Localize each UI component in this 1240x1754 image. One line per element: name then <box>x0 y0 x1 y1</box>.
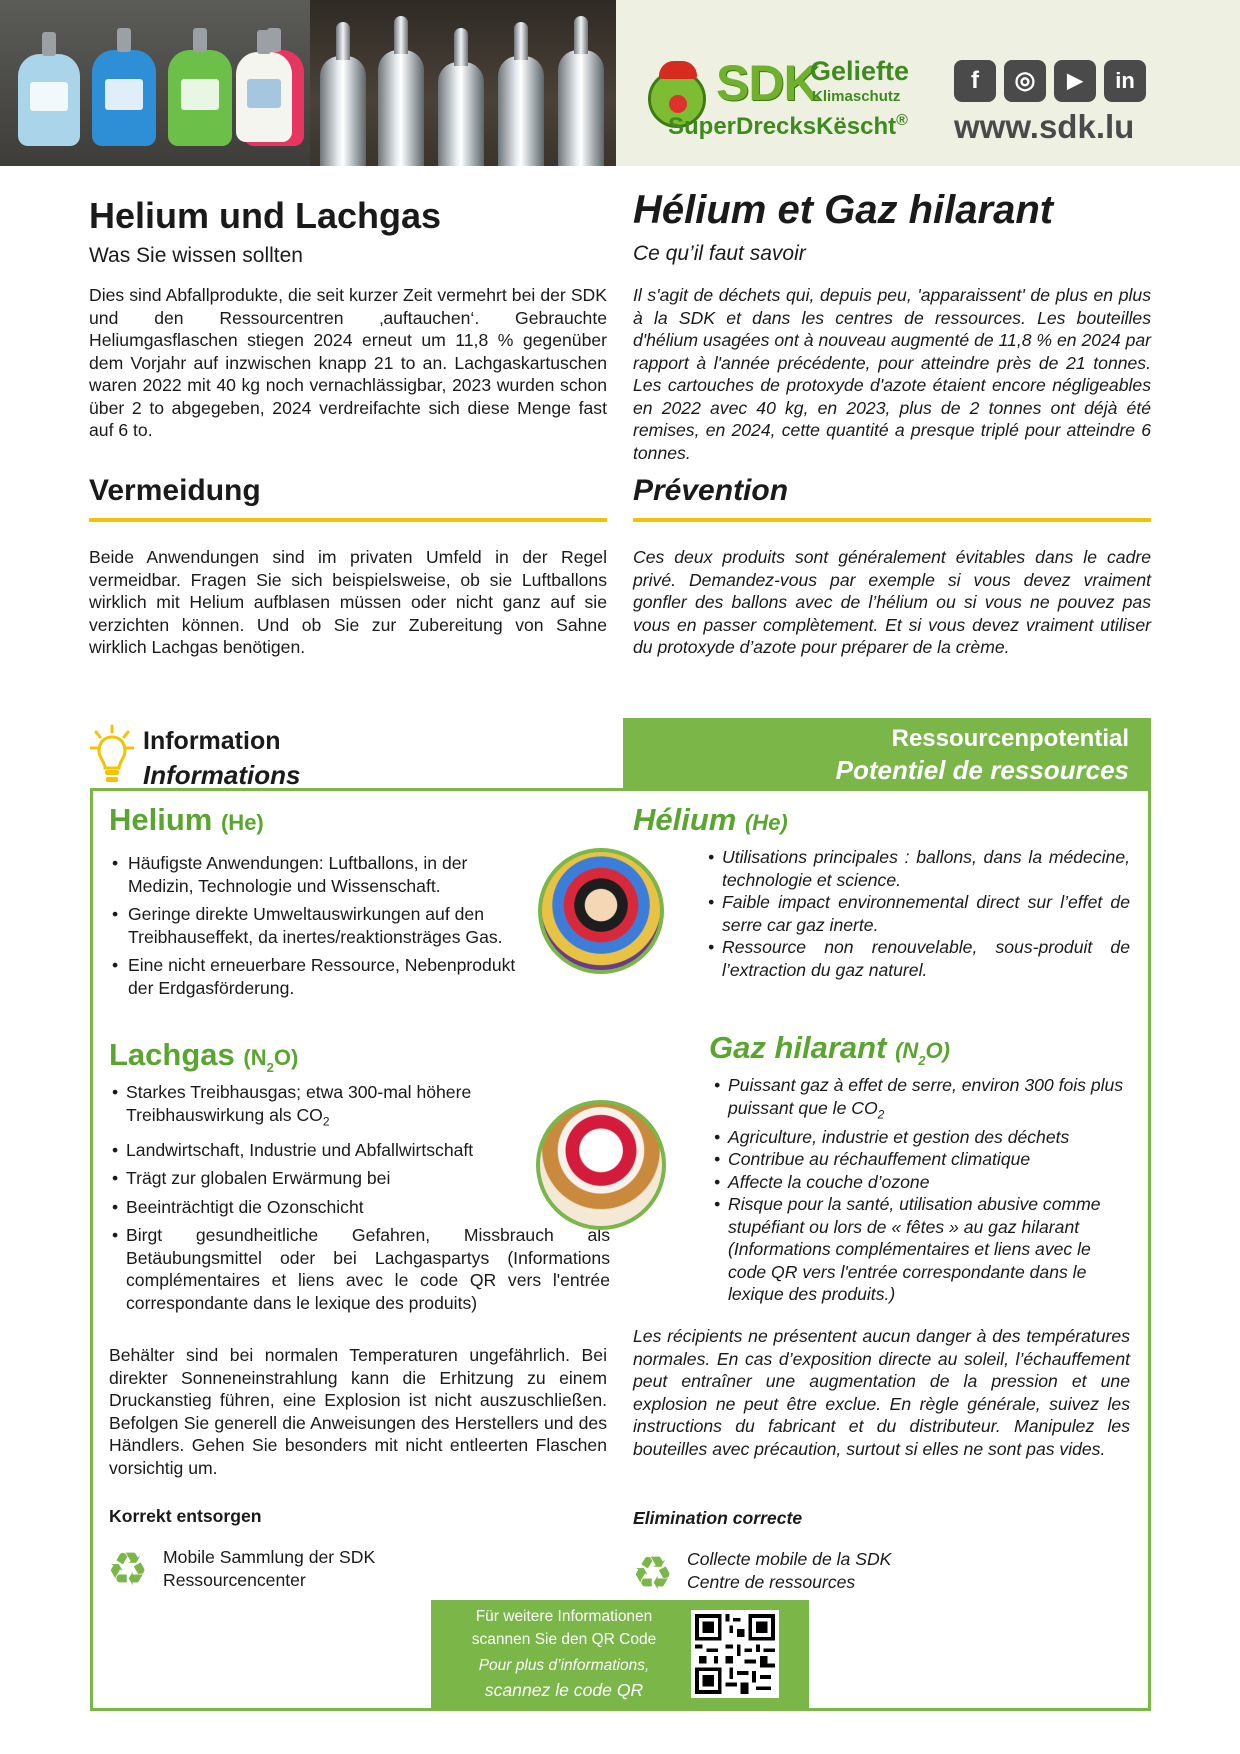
resources-tab <box>623 718 1151 791</box>
list-item: • Häufigste Anwendungen: Luftballons, in der Medizin, Technologie und Wissenschaft. <box>110 852 520 897</box>
helium-list-fr <box>706 846 1130 981</box>
qr-text-de-2: scannen Sie den QR Code <box>471 1631 657 1648</box>
lachgas-list-de <box>110 1081 610 1314</box>
list-item: • Affecte la couche d’ozone <box>712 1171 1130 1194</box>
qr-text-fr-2: scannez le code QR <box>484 1680 644 1700</box>
list-item: • Beeinträchtigt die Ozonschicht <box>110 1196 610 1219</box>
list-item: • Contribue au réchauffement climatique <box>712 1148 1130 1171</box>
list-item: • Starkes Treibhausgas; etwa 300-mal höhere Treibhauswirkung als $CO_2$ <box>110 1081 530 1133</box>
avoid-text-fr: Ces deux produits sont généralement évitables dans le cadre privé. Demandez-vous par exemple si vous devez vraiment gonfler des ballons avec de l’hélium ou si vous ne pouvez pas vous en passer complètement. Et si vous devez vraiment utiliser du protoxyde d’azote pour préparer de la crème. <box>633 547 1151 657</box>
section-rule-de <box>89 518 607 522</box>
dispose-title-de: Korrekt entsorgen <box>109 1506 262 1526</box>
list-item: • Agriculture, industrie et gestion des déchets <box>712 1126 1130 1149</box>
list-item: • Utilisations principales : ballons, dans la médecine, technologie et science. <box>706 846 1130 891</box>
section-title-avoid-fr: Prévention <box>633 474 789 507</box>
dispose-text-fr: Collecte mobile de la SDK Centre de ressources <box>687 1549 892 1592</box>
qr-info-box <box>431 1600 809 1709</box>
logo-line3: SuperDrecksKëscht® <box>668 112 908 140</box>
list-item: • Geringe direkte Umweltauswirkungen auf den Treibhauseffekt, da inertes/reaktionsträges Gas. <box>110 903 520 948</box>
intro-text-de: Dies sind Abfallprodukte, die seit kurzer Zeit vermehrt bei der SDK und den Ressourcentren ‚auftauchen‘. Gebrauchte Heliumgasflaschen stiegen 2024 erneut um 11,8 % gegenüber dem Vorjahr auf inzwischen knapp 21 to an. Lachgaskartuschen waren 2022 mit 40 kg noch vernachlässigbar, 2023 wurden schon über 2 to abgegeben, 2024 verdreifachte sich diese Menge fast auf 6 to. <box>89 285 607 440</box>
lachgas-heading-de: Lachgas $(N_2O)$ <box>109 1037 299 1076</box>
logo-brand: SDK <box>716 55 819 111</box>
safety-text-fr: Les récipients ne présentent aucun danger à des températures normales. En cas d’exposition directe au soleil, l’échauffement peut entraîner une augmentation de la pression et une explosion ne peut être exclue. En règle générale, suivez les instructions du fabricant et du distributeur. Manipulez les bouteilles avec précaution, surtout si elles ne sont pas vides. <box>633 1326 1130 1459</box>
page-title-fr: Hélium et Gaz hilarant <box>633 188 1054 232</box>
avoid-text-de: Beide Anwendungen sind im privaten Umfeld in der Regel vermeidbar. Fragen Sie sich beispielsweise, ob sie Luftballons wirklich mit Helium aufblasen müssen oder nicht ganz auf sie verzichten können. Und ob Sie zur Zubereitung von Sahne wirklich Lachgas benötigen. <box>89 547 607 657</box>
gaz-heading-fr: Gaz hilarant $(N_2O)$ <box>709 1030 950 1069</box>
youtube-icon[interactable]: ▶ <box>1054 60 1096 102</box>
list-item: • Ressource non renouvelable, sous-produit de l’extraction du gaz naturel. <box>706 936 1130 981</box>
list-item: • Trägt zur globalen Erwärmung bei <box>110 1167 610 1190</box>
list-item: • Eine nicht erneuerbare Ressource, Nebenprodukt der Erdgasförderung. <box>110 954 520 999</box>
qr-text-fr-1: Pour plus d’informations, <box>478 1657 650 1674</box>
gas-cartridges-photo <box>310 0 616 166</box>
logo-line2: Klimaschutz <box>812 88 901 105</box>
page-title-de: Helium und Lachgas <box>89 195 442 236</box>
page-subtitle-fr: Ce qu’il faut savoir <box>633 242 806 265</box>
gaz-list-fr <box>712 1074 1130 1306</box>
section-rule-fr <box>633 518 1151 522</box>
dispose-title-fr: Elimination correcte <box>633 1508 803 1528</box>
info-label-de: Information <box>143 727 281 755</box>
info-label-fr: Informations <box>143 760 301 790</box>
list-item: • Puissant gaz à effet de serre, environ 300 fois plus puissant que le $CO_2$ <box>712 1074 1130 1126</box>
header-band <box>616 0 1240 166</box>
section-title-avoid-de: Vermeidung <box>89 474 261 507</box>
facebook-icon[interactable]: f <box>954 60 996 102</box>
intro-text-fr: Il s'agit de déchets qui, depuis peu, 'apparaissent' de plus en plus à la SDK et dans les centres de ressources. Les bouteilles d'hélium usagées ont à nouveau augmenté de 11,8 % en 2024 par rapport à l'année précédente, pour atteindre près de 21 tonnes. Les cartouches de protoxyde d'azote étaient encore négligeables en 2022 avec 40 kg, en 2023, plus de 2 tonnes ont déjà été remises, en 2024, cette quantité a presque triplé pour atteindre 6 tonnes. <box>633 285 1151 463</box>
instagram-icon[interactable]: ◎ <box>1004 60 1046 102</box>
dessert-image <box>536 1100 666 1230</box>
website-link[interactable]: www.sdk.lu <box>954 108 1135 145</box>
helium-tanks-photo <box>0 0 310 166</box>
list-item: • Faible impact environnemental direct sur l’effet de serre car gaz inerte. <box>706 891 1130 936</box>
lightbulb-icon <box>90 724 134 786</box>
list-item: • Landwirtschaft, Industrie und Abfallwirtschaft <box>110 1139 610 1162</box>
helium-list-de <box>110 852 520 1005</box>
safety-text-de: Behälter sind bei normalen Temperaturen ungefährlich. Bei direkter Sonneneinstrahlung kann die Erhitzung zu einem Druckanstieg führen, eine Explosion ist nicht auszuschließen. Befolgen Sie generell die Anweisungen des Herstellers und des Händlers. Gehen Sie besonders mit nicht entleerten Flaschen vorsichtig um. <box>109 1345 607 1478</box>
linkedin-icon[interactable]: in <box>1104 60 1146 102</box>
dispose-text-de: Mobile Sammlung der SDK Ressourcencenter <box>163 1547 376 1590</box>
qr-text-de-1: Für weitere Informationen <box>475 1608 653 1625</box>
logo-line1: Geliefte <box>810 56 910 86</box>
balloons-image <box>538 848 664 974</box>
page-subtitle-de: Was Sie wissen sollten <box>89 244 303 267</box>
list-item: • Birgt gesundheitliche Gefahren, Missbrauch als Betäubungsmittel oder bei Lachgaspartys (Informations complémentaires et liens avec le code QR vers l'entrée correspondante dans le lexique des produits) <box>110 1224 610 1314</box>
qr-code[interactable] <box>691 1610 779 1698</box>
helium-heading-fr: Hélium (He) <box>633 802 788 837</box>
recycle-icon: ♻ <box>107 1543 149 1595</box>
helium-heading-de: Helium (He) <box>109 802 264 837</box>
list-item: • Risque pour la santé, utilisation abusive comme stupéfiant ou lors de « fêtes » au gaz hilarant (Informations complémentaires et liens avec le code QR vers l'entrée correspondante dans le lexique des produits.) <box>712 1193 1130 1306</box>
recycle-icon: ♻ <box>632 1547 674 1599</box>
resources-tab-fr: Potentiel de ressources <box>835 755 1129 785</box>
resources-tab-de: Ressourcenpotential <box>891 725 1129 752</box>
